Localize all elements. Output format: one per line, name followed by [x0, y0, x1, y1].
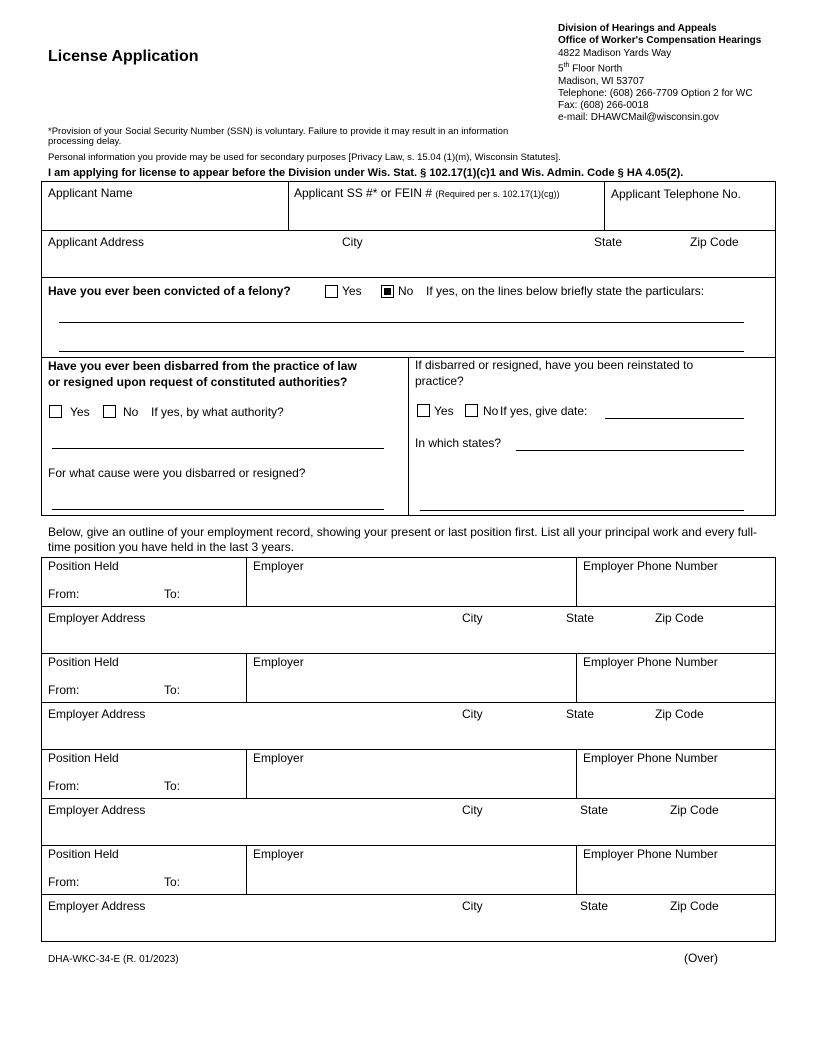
office-floor-number: 5: [558, 63, 564, 75]
applicant-ssn-note: (Required per s. 102.17(1)(cg)): [435, 189, 560, 199]
employment-intro: Below, give an outline of your employment record, showing your present or last position first. List all your principal work and every full-time position you have held in the last 3 years.: [48, 525, 758, 554]
office-floor: [558, 60, 761, 76]
employment-3-employer-field[interactable]: Employer: [253, 751, 304, 765]
felony-no-checkbox[interactable]: [381, 285, 394, 298]
reinstated-question-line-2: practice?: [415, 374, 464, 388]
office-floor-rest: Floor North: [569, 63, 623, 75]
felony-particulars-line-1[interactable]: [59, 322, 744, 323]
reinstated-no-checkbox[interactable]: [465, 404, 478, 417]
over-indicator: (Over): [684, 951, 718, 965]
employment-1-from-field[interactable]: From:: [48, 587, 80, 601]
applicant-phone-field[interactable]: Applicant Telephone No.: [611, 187, 741, 201]
employment-2-city-field[interactable]: City: [462, 707, 483, 721]
office-email: e-mail: DHAWCMail@wisconsin.gov: [558, 112, 719, 124]
applicant-ssn-field[interactable]: [294, 186, 559, 200]
office-division: Division of Hearings and Appeals: [558, 23, 717, 34]
employment-3-position-field[interactable]: Position Held: [48, 751, 119, 765]
employment-3-from-field[interactable]: From:: [48, 779, 80, 793]
privacy-note: Personal information you provide may be used for secondary purposes [Privacy Law, s. 15.04 (1)(m), Wisconsin Statutes].: [48, 152, 561, 163]
office-floor-suffix: th: [563, 61, 570, 69]
felony-question: Have you ever been convicted of a felony?: [48, 284, 291, 298]
employment-4-address-field[interactable]: Employer Address: [48, 899, 146, 913]
employment-4-state-field[interactable]: State: [580, 899, 609, 913]
employment-2-state-field[interactable]: State: [566, 707, 595, 721]
applicant-zip-field[interactable]: Zip Code: [690, 235, 739, 249]
felony-particulars-line-2[interactable]: [59, 351, 744, 352]
disbarred-no-checkbox[interactable]: [103, 405, 116, 418]
employment-2-position-field[interactable]: Position Held: [48, 655, 119, 669]
employment-2-employer-field[interactable]: Employer: [253, 655, 304, 669]
office-city: Madison, WI 53707: [558, 75, 645, 87]
employment-1-position-field[interactable]: Position Held: [48, 559, 119, 573]
employment-2-to-field[interactable]: To:: [164, 683, 181, 697]
ssn-note: *Provision of your Social Security Number (SSN) is voluntary. Failure to provide it may result in an information processing delay.: [48, 126, 509, 147]
employment-1-phone-field[interactable]: Employer Phone Number: [583, 559, 718, 573]
employment-4-zip-field[interactable]: Zip Code: [670, 899, 719, 913]
reinstated-date-line[interactable]: [605, 418, 744, 419]
employment-2-address-field[interactable]: Employer Address: [48, 707, 146, 721]
reinstated-states-label: In which states?: [415, 436, 502, 450]
office-name: Office of Worker's Compensation Hearings: [558, 35, 762, 47]
employment-1-city-field[interactable]: City: [462, 611, 483, 625]
employment-1-employer-field[interactable]: Employer: [253, 559, 304, 573]
felony-no-label: No: [398, 284, 414, 298]
disbarred-cause-line[interactable]: [52, 509, 384, 510]
applicant-address-field[interactable]: Applicant Address: [48, 235, 145, 249]
employment-3-to-field[interactable]: To:: [164, 779, 181, 793]
applicant-city-field[interactable]: City: [342, 235, 363, 249]
employment-2-phone-field[interactable]: Employer Phone Number: [583, 655, 718, 669]
employment-3-zip-field[interactable]: Zip Code: [670, 803, 719, 817]
employment-1-address-field[interactable]: Employer Address: [48, 611, 146, 625]
disbarred-authority-line[interactable]: [52, 448, 384, 449]
reinstated-date-label: If yes, give date:: [500, 404, 588, 418]
disbarred-question-line-2: or resigned upon request of constituted authorities?: [48, 375, 348, 389]
reinstated-extra-line[interactable]: [420, 510, 744, 511]
reinstated-no-label: No: [483, 404, 499, 418]
license-statement: I am applying for license to appear before the Division under Wis. Stat. § 102.17(1)(c)1 and Wis. Admin. Code § HA 4.05(2).: [48, 167, 684, 179]
applicant-state-field[interactable]: State: [594, 235, 623, 249]
applicant-ssn-label: Applicant SS #* or FEIN #: [294, 186, 433, 200]
office-telephone: Telephone: (608) 266-7709 Option 2 for WC: [558, 87, 753, 99]
disbarred-cause-label: For what cause were you disbarred or resigned?: [48, 466, 306, 480]
disbarred-yes-checkbox[interactable]: [49, 405, 62, 418]
employment-3-address-field[interactable]: Employer Address: [48, 803, 146, 817]
employment-4-employer-field[interactable]: Employer: [253, 847, 304, 861]
reinstated-states-line[interactable]: [516, 450, 744, 451]
employment-2-zip-field[interactable]: Zip Code: [655, 707, 704, 721]
disbarred-question-line-1: Have you ever been disbarred from the practice of law: [48, 359, 357, 373]
employment-4-city-field[interactable]: City: [462, 899, 483, 913]
felony-yes-checkbox[interactable]: [325, 285, 338, 298]
employment-3-city-field[interactable]: City: [462, 803, 483, 817]
reinstated-question-line-1: If disbarred or resigned, have you been reinstated to: [415, 358, 694, 372]
employment-4-position-field[interactable]: Position Held: [48, 847, 119, 861]
office-fax: Fax: (608) 266-0018: [558, 100, 649, 112]
employment-1-zip-field[interactable]: Zip Code: [655, 611, 704, 625]
employment-4-from-field[interactable]: From:: [48, 875, 80, 889]
employment-3-state-field[interactable]: State: [580, 803, 609, 817]
employment-2-from-field[interactable]: From:: [48, 683, 80, 697]
employment-1-state-field[interactable]: State: [566, 611, 595, 625]
applicant-name-field[interactable]: Applicant Name: [48, 186, 133, 200]
felony-followup: If yes, on the lines below briefly state the particulars:: [426, 284, 705, 298]
disbarred-no-label: No: [123, 405, 139, 419]
employment-1-to-field[interactable]: To:: [164, 587, 181, 601]
disbarred-yes-label: Yes: [70, 405, 90, 419]
felony-yes-label: Yes: [342, 284, 362, 298]
employment-4-to-field[interactable]: To:: [164, 875, 181, 889]
page-title: License Application: [48, 48, 199, 65]
disbarred-authority-label: If yes, by what authority?: [151, 405, 284, 419]
form-id: DHA-WKC-34-E (R. 01/2023): [48, 954, 179, 965]
reinstated-yes-checkbox[interactable]: [417, 404, 430, 417]
employment-4-phone-field[interactable]: Employer Phone Number: [583, 847, 718, 861]
office-street: 4822 Madison Yards Way: [558, 47, 672, 59]
employment-3-phone-field[interactable]: Employer Phone Number: [583, 751, 718, 765]
reinstated-yes-label: Yes: [434, 404, 454, 418]
office-address-block: [558, 23, 761, 125]
